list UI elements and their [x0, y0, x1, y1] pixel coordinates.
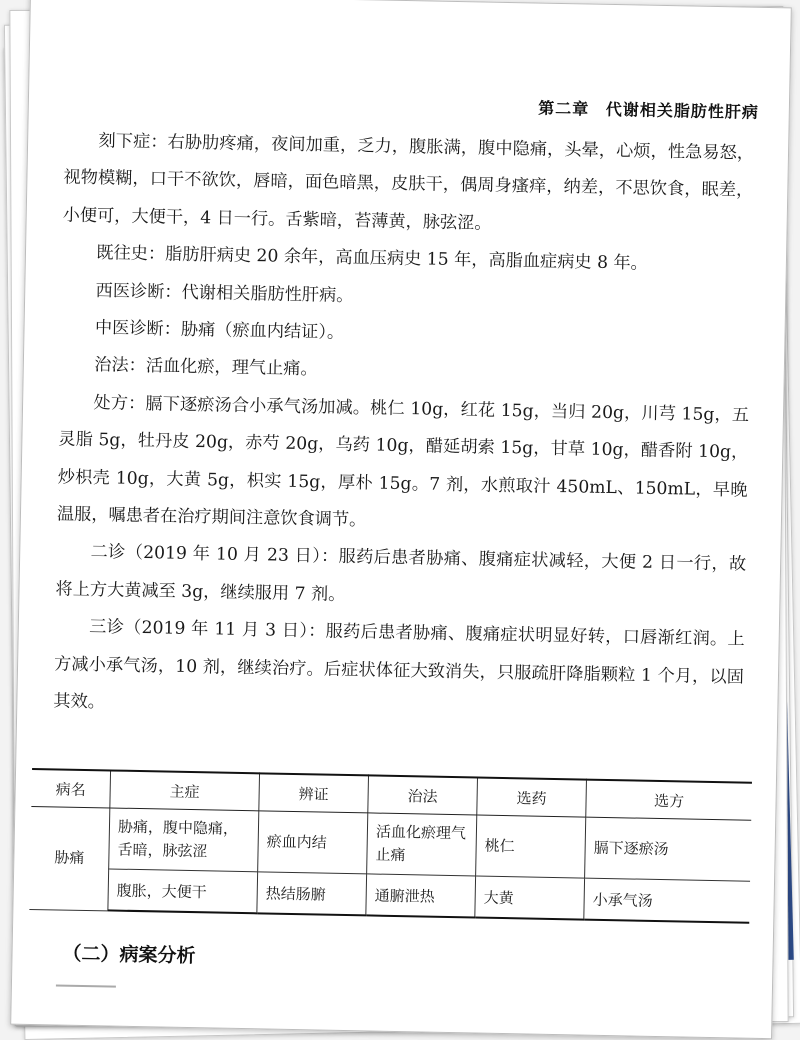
- table-cell: 热结肠腑: [257, 872, 367, 916]
- paragraph-prescription: 处方：膈下逐瘀汤合小承气汤加减。桃仁 10g，红花 15g，当归 20g，川芎 15g，五灵脂 5g，牡丹皮 20g，赤芍 20g，乌药 10g，醋延胡索 15g，甘草 10g，醋香附 10g，炒枳壳 10g，大黄 5g，枳实 15g，厚朴 15g。7 剂，水煎取汁 450mL、150mL，早晚温服，嘱患者在治疗期间注意饮食调节。: [56, 392, 750, 531]
- table-header-cell: 选药: [477, 778, 587, 818]
- case-record-body: [53, 122, 754, 734]
- chapter-title: 代谢相关脂肪性肝病: [605, 99, 759, 122]
- paragraph-third-visit: 三诊（2019 年 11 月 3 日）：服药后患者胁痛、腹痛症状明显好转，口唇渐红润。上方减小承气汤，10 剂，继续治疗。后症状体征大致消失，只服疏肝降脂颗粒 1 个月，以固其效。: [53, 617, 745, 713]
- paragraph-treatment-method: 治法：活血化瘀，理气止痛。: [94, 355, 318, 380]
- chapter-number: 第二章: [538, 98, 590, 119]
- table-cell: 小承气汤: [584, 878, 750, 923]
- table-header-cell: 辨证: [259, 773, 369, 813]
- table-cell: 瘀血内结: [258, 811, 368, 874]
- paragraph-second-visit: 二诊（2019 年 10 月 23 日）：服药后患者胁痛、腹痛症状减轻，大便 2 日一行，故将上方大黄减至 3g，继续服用 7 剂。: [55, 542, 747, 605]
- paragraph-current-symptoms: 刻下症：右胁肋疼痛，夜间加重，乏力，腹胀满，腹中隐痛，头晕，心烦，性急易怒，视物模糊，口干不欲饮，唇暗，面色暗黑，皮肤干，偶周身瘙痒，纳差，不思饮食，眠差，小便可，大便干，4 日一行。舌紫暗，苔薄黄，脉弦涩。: [62, 131, 755, 234]
- paragraph-tcm-diagnosis: 中医诊断：胁痛（瘀血内结证）。: [94, 318, 345, 343]
- table-cell: 大黄: [475, 876, 585, 920]
- paragraph-western-diagnosis: 西医诊断：代谢相关脂肪性肝病。: [95, 280, 354, 306]
- document-page: [10, 0, 792, 1039]
- table-cell: 膈下逐瘀汤: [585, 817, 752, 881]
- table-header-cell: 治法: [368, 775, 478, 815]
- table-header-cell: 病名: [31, 769, 110, 808]
- table-cell: 桃仁: [476, 815, 586, 878]
- section-heading: （二）病案分析: [62, 942, 196, 968]
- table-header-cell: 选方: [586, 780, 752, 821]
- table-cell: 腹胀，大便干: [108, 869, 258, 913]
- table-header-cell: 主症: [110, 770, 260, 810]
- table-cell: 活血化瘀理气止痛: [367, 813, 477, 876]
- table-cell-disease: 胁痛: [29, 806, 109, 910]
- diagnosis-summary-table: [29, 768, 752, 924]
- paragraph-past-history: 既往史：脂肪肝病史 20 余年，高血压病史 15 年，高脂血症病史 8 年。: [96, 243, 648, 274]
- cut-off-text-line: [56, 984, 116, 1001]
- table-cell: 胁痛，腹中隐痛，舌暗，脉弦涩: [109, 808, 259, 872]
- table-cell: 通腑泄热: [366, 874, 476, 918]
- running-header: [538, 96, 759, 123]
